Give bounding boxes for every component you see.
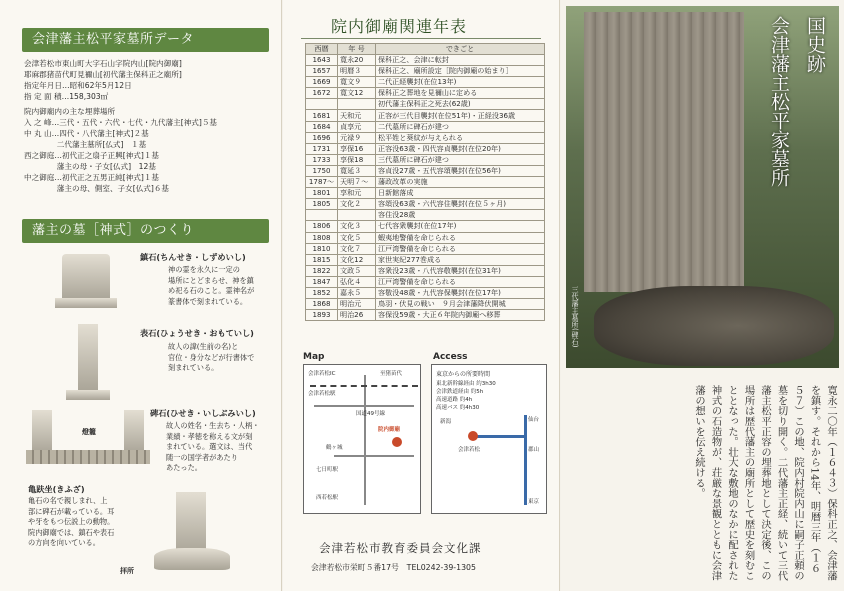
body-text: 寛永二〇年（１６４３）保科正之、会津藩を鎮す。それから14年、明暦三年（１６５７）この地、院内村院内山に嗣子正頼の墓を切り開く。二代藩主正経、続いて三代藩主松平正容の埋葬地として決定後、この場所は歴代藩主の廟所として歴史を刻むこととなった。壮大な敷地のなかに配された神式の石造物が、荘厳な景観とともに会津藩の想いを伝え続ける。: [693, 385, 837, 581]
cell-event: 保科正之葬地を見禰山に定める: [376, 88, 545, 99]
section-title-text: 藩主の墓［神式］のつくり: [32, 223, 195, 238]
access-line: 東北新幹線経由 約3h30: [436, 381, 496, 387]
lantern-label: 燈籠: [82, 428, 96, 436]
cell-event: 七代容衆襲封(在位17年): [376, 221, 545, 232]
access-line: 高速道路 約4h: [436, 397, 473, 403]
access-place: 新潟: [440, 419, 452, 425]
access-place: 会津若松: [458, 447, 481, 453]
access-header: 東京からの所要時間: [436, 371, 491, 378]
access-place: 郡山: [528, 447, 540, 453]
map-road: [364, 375, 366, 505]
cell-era: 享保16: [338, 143, 376, 154]
cell-event: 家世実紀277巻成る: [376, 254, 545, 265]
map-road: [334, 455, 414, 457]
cell-year: 1684: [306, 121, 338, 132]
table-row: [306, 99, 545, 110]
cell-event: 容頌没63歳・六代容住襲封(在位５ヶ月): [376, 199, 545, 210]
tomb-text: 部に碑石が載っている。耳: [28, 506, 115, 516]
cell-event: 藩政改革の実施: [376, 177, 545, 188]
cell-event: 容住没28歳: [376, 210, 545, 221]
cell-year: 1815: [306, 254, 338, 265]
hyoseki-image: [78, 324, 98, 392]
map-text: 国道49号線: [356, 411, 385, 417]
chinseki-image: [62, 254, 110, 300]
tomb-part-title: 碑石(ひせき・いしぶみいし): [150, 408, 256, 418]
cell-era: 寛延３: [338, 165, 376, 176]
tomb-text: 亀石の名で親しまれ、上: [28, 496, 108, 505]
cell-year: 1805: [306, 199, 338, 210]
cell-era: [338, 99, 376, 110]
cell-era: 天和元: [338, 110, 376, 121]
cell-era: 享和元: [338, 188, 376, 199]
lantern-right-image: [124, 410, 144, 454]
hyoseki-base: [66, 390, 110, 400]
cell-year: 1806: [306, 221, 338, 232]
cell-event: 保科正之、廟所設定［院内御廟の始まり］: [376, 66, 545, 77]
photo-caption: 三代藩主墓所(碑石): [571, 286, 579, 348]
cell-event: 容敬没48歳・九代容保襲封(在位17年): [376, 287, 545, 298]
info-line: 耶麻郡猪苗代町見禰山[初代藩主保科正之廟所]: [24, 70, 182, 79]
kifuza-turtle-image: [154, 548, 230, 570]
cell-era: 文化12: [338, 254, 376, 265]
tomb-part-title: 表石(ひょうせき・おもていし): [140, 328, 254, 338]
map-text: 至猪苗代: [380, 371, 403, 377]
cell-event: 蝦夷地警備を命じられる: [376, 232, 545, 243]
info-line: 中之御庭…初代正之五男正純[神式]１基: [24, 173, 160, 182]
cell-event: 鳥羽・伏見の戦い ９月会津藩降伏開城: [376, 299, 545, 310]
table-row: [306, 287, 545, 298]
cell-event: 容衆没23歳・八代容敬襲封(在位31年): [376, 265, 545, 276]
fence-image: [26, 450, 150, 464]
cell-year: 1750: [306, 165, 338, 176]
cell-year: 1893: [306, 310, 338, 321]
cell-event: 三代墓所に碑石が建つ: [376, 154, 545, 165]
tomb-text: まれている。選文は、当代: [166, 442, 253, 451]
tomb-text: 故人の姓名・生去ち・人柄・: [166, 421, 260, 430]
lantern-left-image: [32, 410, 52, 454]
cell-year: 1672: [306, 88, 338, 99]
table-header-row: [306, 44, 545, 55]
map-label: Map: [303, 352, 325, 362]
chronology-table: [305, 43, 545, 321]
cell-era: 貞享元: [338, 121, 376, 132]
vertical-title-sub: 会津藩主松平家墓所: [768, 16, 790, 187]
organization-name: 会津若松市教育委員会文化課: [319, 541, 482, 555]
col-header-era: 年 号: [338, 44, 376, 55]
title-underline: [301, 38, 541, 39]
cell-era: 寛文12: [338, 88, 376, 99]
cell-era: [338, 210, 376, 221]
cell-year: 1696: [306, 132, 338, 143]
col-header-event: できごと: [376, 44, 545, 55]
info-line: 指 定 面 積…158,303㎡: [24, 92, 109, 101]
cell-event: 日新館落成: [376, 188, 545, 199]
tomb-text: 故人の諱(生前の名)と: [168, 342, 239, 351]
access-place: 仙台: [528, 417, 540, 423]
tomb-text: あたった。: [166, 463, 202, 472]
cell-year: 1733: [306, 154, 338, 165]
info-line: 中 丸 山…四代・八代藩主[神式]２基: [24, 129, 149, 138]
info-block: [24, 58, 274, 194]
cell-era: 文化３: [338, 221, 376, 232]
cell-event: 正容が三代目襲封(在位51年)・正経没36歳: [376, 110, 545, 121]
tomb-text: 神の霊を永久に一定の: [168, 265, 240, 274]
kifuza-stele-image: [176, 492, 206, 554]
table-row: [306, 276, 545, 287]
chinseki-base: [55, 298, 117, 308]
cell-era: 明暦３: [338, 66, 376, 77]
table-row: [306, 66, 545, 77]
access-route: [524, 415, 527, 505]
monument-photo: [566, 6, 839, 368]
cell-year: 1868: [306, 299, 338, 310]
access-line: 高速バス 約4h30: [436, 405, 480, 411]
cell-event: 初代藩主保科正之死去(62歳): [376, 99, 545, 110]
map-text: 会津若松駅: [308, 391, 336, 397]
info-line: 西之御庭…初代正之扇子正興[神式]１基: [24, 151, 160, 160]
access-place: 東京: [528, 499, 540, 505]
tomb-text: め祀る石のこと。霊神名が: [168, 286, 255, 295]
table-row: [306, 221, 545, 232]
table-row: [306, 132, 545, 143]
info-line: 院内御廟内の主な埋葬場所: [24, 107, 116, 116]
tomb-text: 業績・孝徳を称える文が刻: [166, 431, 253, 441]
info-line: 指定年月日…昭和62年5月12日: [24, 81, 132, 90]
table-row: [306, 299, 545, 310]
table-row: [306, 55, 545, 66]
turtle-base-image: [594, 286, 834, 366]
access-line: 会津鉄道経由 約5h: [436, 389, 484, 395]
cell-era: 文化７: [338, 243, 376, 254]
info-line: 藩主の母、側室、子女[仏式]６基: [24, 184, 170, 193]
table-row: [306, 254, 545, 265]
col-header-year: 西暦: [306, 44, 338, 55]
tomb-text: 院内御廟では、鎮石や表石: [28, 527, 115, 537]
tomb-part-title: 鎮石(ちんせき・しずめいし): [140, 252, 246, 262]
cell-era: 天明７〜: [338, 177, 376, 188]
cell-year: 1808: [306, 232, 338, 243]
table-row: [306, 210, 545, 221]
map-text: 七日町駅: [316, 467, 339, 473]
section-title-data: [22, 28, 269, 52]
cell-event: 正容没63歳・四代容貞襲封(在位20年): [376, 143, 545, 154]
area-map: [303, 364, 421, 514]
table-row: [306, 77, 545, 88]
info-line: 二代藩主墓所[仏式] １基: [24, 140, 147, 149]
section-title-text: 会津藩主松平家墓所データ: [32, 32, 195, 47]
chronology-body: [306, 55, 545, 321]
tomb-text: 官位・身分などが行書体で: [168, 352, 255, 362]
map-text: 西若松駅: [316, 495, 339, 501]
cell-era: 享保18: [338, 154, 376, 165]
cell-era: 明治元: [338, 299, 376, 310]
tomb-text: の方向を向いている。: [28, 538, 100, 547]
tomb-part-title: 亀趺坐(きふざ): [28, 484, 85, 494]
cell-year: 1681: [306, 110, 338, 121]
table-row: [306, 143, 545, 154]
cell-era: 文化５: [338, 232, 376, 243]
cell-year: 1852: [306, 287, 338, 298]
access-route: [472, 435, 527, 438]
table-row: [306, 110, 545, 121]
cell-year: [306, 99, 338, 110]
cell-year: 1847: [306, 276, 338, 287]
access-label: Access: [433, 352, 468, 362]
access-map: [431, 364, 547, 514]
tomb-text: 刻まれている。: [168, 363, 219, 372]
cell-year: 1787〜: [306, 177, 338, 188]
table-row: [306, 154, 545, 165]
table-row: [306, 88, 545, 99]
cell-era: 文政５: [338, 265, 376, 276]
panel-middle: [283, 0, 560, 591]
tomb-text: 随一の国学者があたり: [166, 452, 238, 462]
cell-event: 保科正之、会津に転封: [376, 55, 545, 66]
map-text: 会津若松IC: [308, 371, 336, 377]
access-destination-pin: [468, 431, 478, 441]
table-row: [306, 243, 545, 254]
table-row: [306, 177, 545, 188]
map-location-pin: [392, 437, 402, 447]
map-text: 院内御廟: [378, 427, 401, 433]
cell-year: 1810: [306, 243, 338, 254]
cell-event: 江戸湾警備を命じられる: [376, 276, 545, 287]
organization-address: 会津若松市栄町５番17号 TEL0242-39-1305: [311, 563, 476, 572]
panel-right: [561, 0, 844, 591]
info-line: 入 之 峰…三代・五代・六代・七代・九代藩主[神式]５基: [24, 118, 218, 127]
vertical-title-main: 国史跡: [804, 16, 826, 73]
table-row: [306, 188, 545, 199]
cell-year: 1643: [306, 55, 338, 66]
altar-label: 拝所: [120, 567, 134, 575]
cell-era: 嘉永５: [338, 287, 376, 298]
table-row: [306, 265, 545, 276]
cell-year: [306, 210, 338, 221]
cell-year: 1669: [306, 77, 338, 88]
cell-era: 寛文９: [338, 77, 376, 88]
info-line: 藩主の母・子女[仏式] 12基: [24, 162, 156, 171]
table-row: [306, 199, 545, 210]
chronology-title: 院内御廟関連年表: [331, 17, 468, 36]
cell-event: 松平姓と葵紋が与えられる: [376, 132, 545, 143]
cell-event: 二代正経襲封(在位13年): [376, 77, 545, 88]
map-text: 鶴ヶ城: [326, 445, 343, 451]
table-row: [306, 232, 545, 243]
cell-era: 寛永20: [338, 55, 376, 66]
table-row: [306, 165, 545, 176]
cell-year: 1801: [306, 188, 338, 199]
cell-year: 1822: [306, 265, 338, 276]
stele-image: [584, 12, 744, 292]
table-row: [306, 121, 545, 132]
info-line: 会津若松市東山町大字石山字院内山[院内御廟]: [24, 59, 182, 68]
cell-era: 元禄９: [338, 132, 376, 143]
map-railway: [310, 385, 418, 387]
cell-event: 容貞没27歳・五代容頌襲封(在位56年): [376, 165, 545, 176]
cell-event: 二代墓所に碑石が建つ: [376, 121, 545, 132]
cell-era: 文化２: [338, 199, 376, 210]
table-row: [306, 310, 545, 321]
cell-year: 1657: [306, 66, 338, 77]
panel-left: [0, 0, 282, 591]
cell-year: 1731: [306, 143, 338, 154]
cell-era: 弘化４: [338, 276, 376, 287]
tomb-text: 場所にとどまらせ、神を鎮: [168, 275, 254, 285]
cell-event: 江戸湾警備を命じられる: [376, 243, 545, 254]
tomb-text: 篆書体で刻まれている。: [168, 296, 248, 306]
cell-event: 容保没59歳・大正６年院内御廟へ移葬: [376, 310, 545, 321]
tomb-text: や牙をもつ伝説上の動物。: [28, 517, 115, 526]
section-title-tomb: [22, 219, 269, 243]
cell-era: 明治26: [338, 310, 376, 321]
